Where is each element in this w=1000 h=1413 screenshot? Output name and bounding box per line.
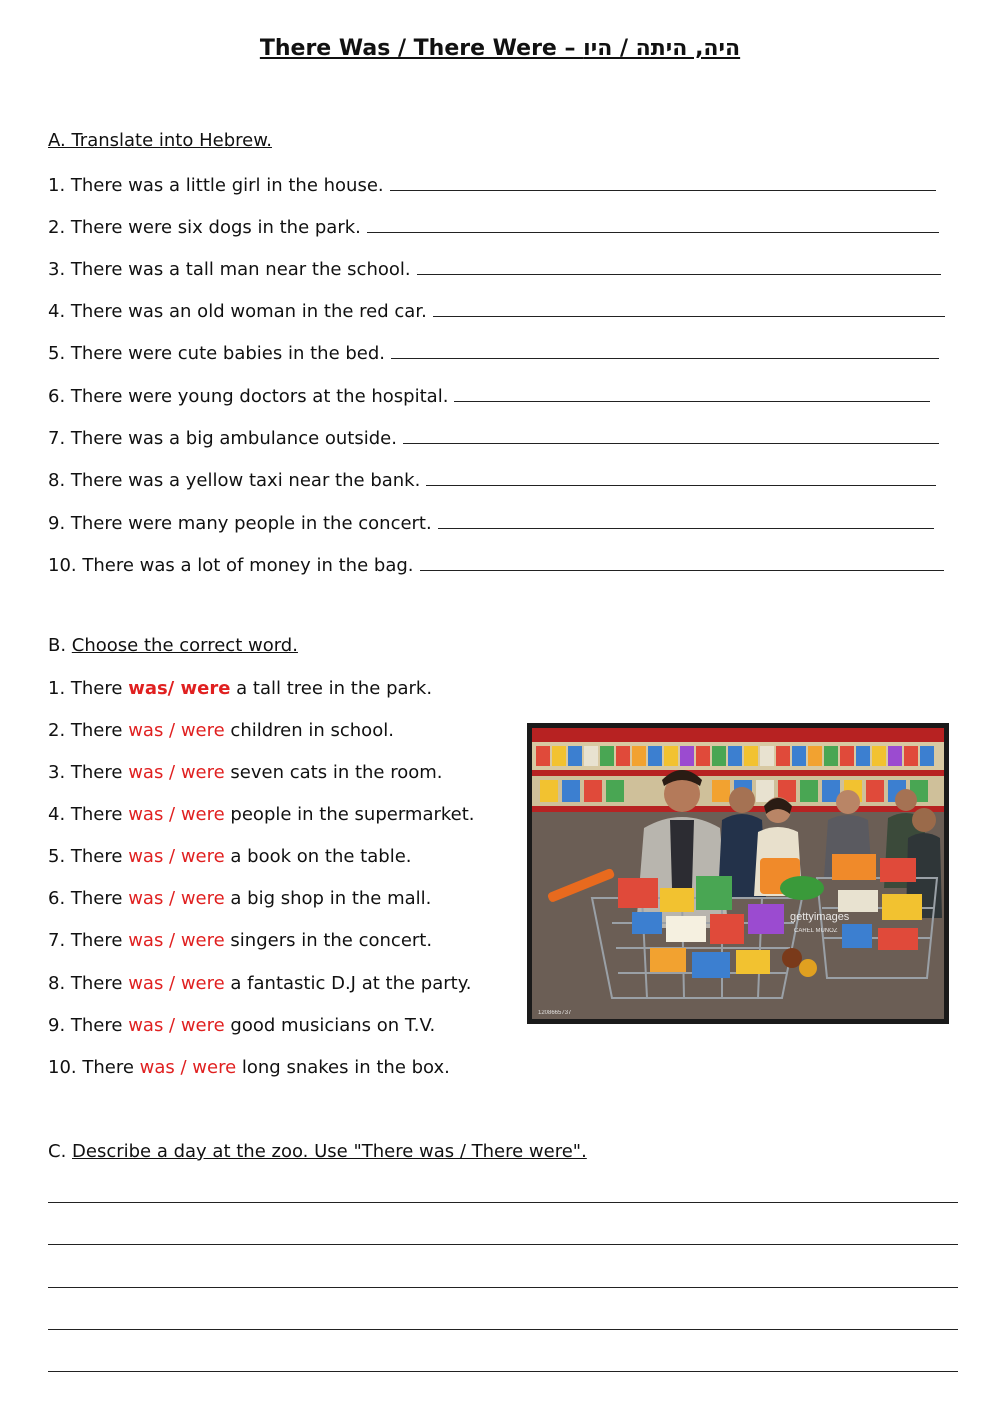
translate-item: 2. There were six dogs in the park. [48,214,939,238]
supermarket-illustration [532,728,944,1019]
choice-options[interactable]: was / were [128,973,225,994]
photo-id: 1208665737 [538,1010,572,1016]
translate-item: 1. There was a little girl in the house. [48,172,936,196]
translate-item: 7. There was a big ambulance outside. [48,425,939,449]
choice-item: 7. There was / were singers in the concert. [48,930,433,951]
section-c-heading: C. Describe a day at the zoo. Use "There was / There were". [48,1141,587,1162]
choice-options[interactable]: was / were [128,888,225,909]
choice-options[interactable]: was / were [128,930,225,951]
choice-item: 6. There was / were a big shop in the mall. [48,888,432,909]
answer-blank[interactable] [403,425,939,444]
answer-blank[interactable] [391,340,939,359]
translate-item: 4. There was an old woman in the red car. [48,298,945,322]
choice-options[interactable]: was / were [128,1015,225,1036]
answer-blank[interactable] [420,552,944,571]
answer-blank[interactable] [390,172,936,191]
choice-options[interactable]: was / were [128,804,225,825]
translate-item: 8. There was a yellow taxi near the bank. [48,467,936,491]
section-a-heading: A. Translate into Hebrew. [48,130,272,151]
translate-item: 5. There were cute babies in the bed. [48,340,939,364]
translate-item: 6. There were young doctors at the hospital. [48,383,930,407]
choice-options[interactable]: was / were [139,1057,237,1078]
writing-line[interactable] [48,1202,958,1203]
page-title: There Was / There Were – היה, היתה / היו [259,36,741,61]
choice-item: 8. There was / were a fantastic D.J at the party. [48,973,472,994]
choice-item: 3. There was / were seven cats in the room. [48,762,443,783]
choice-item: 1. There was/ were a tall tree in the park. [48,678,433,699]
answer-blank[interactable] [438,510,934,529]
choice-item: 2. There was / were children in school. [48,720,394,741]
section-b-heading: B. Choose the correct word. [48,635,298,656]
translate-item: 3. There was a tall man near the school. [48,256,941,280]
choice-options[interactable]: was / were [128,762,225,783]
answer-blank[interactable] [454,383,930,402]
choice-options[interactable]: was / were [128,720,225,741]
choice-item: 5. There was / were a book on the table. [48,846,412,867]
translate-item: 10. There was a lot of money in the bag. [48,552,944,576]
photo-credit: CAREL MUNOZ [794,928,838,934]
photo-watermark: gettyimages [790,911,850,923]
choice-item: 10. There was / were long snakes in the box. [48,1057,450,1078]
choice-options[interactable]: was/ were [128,678,231,699]
answer-blank[interactable] [367,214,939,233]
choice-item: 4. There was / were people in the supermarket. [48,804,475,825]
writing-line[interactable] [48,1287,958,1288]
translate-item: 9. There were many people in the concert. [48,510,934,534]
answer-blank[interactable] [433,298,945,317]
supermarket-photo [527,723,949,1024]
choice-item: 9. There was / were good musicians on T.V. [48,1015,436,1036]
answer-blank[interactable] [426,467,936,486]
writing-line[interactable] [48,1244,958,1245]
writing-line[interactable] [48,1371,958,1372]
writing-line[interactable] [48,1329,958,1330]
choice-options[interactable]: was / were [128,846,225,867]
answer-blank[interactable] [417,256,941,275]
